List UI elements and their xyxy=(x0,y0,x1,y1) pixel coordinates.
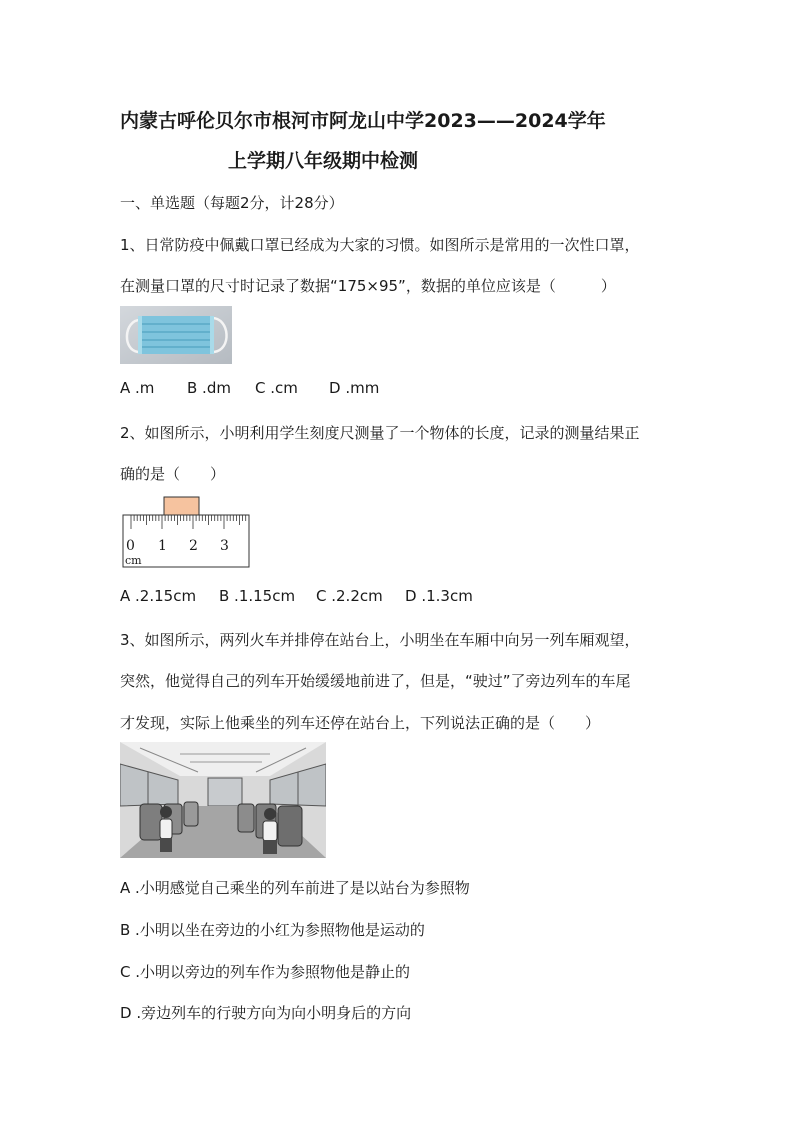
question-1-option-c[interactable]: C .cm xyxy=(255,379,298,397)
question-1-option-b[interactable]: B .dm xyxy=(187,379,231,397)
question-1-line-2: 在测量口罩的尺寸时记录了数据“175×95”，数据的单位应该是（ ） xyxy=(120,277,616,295)
mask-photo xyxy=(120,306,232,364)
question-3-line-3: 才发现，实际上他乘坐的列车还停在站台上，下列说法正确的是（ ） xyxy=(120,714,601,732)
question-3-option-c[interactable]: C .小明以旁边的列车作为参照物他是静止的 xyxy=(120,963,411,981)
question-2-option-d[interactable]: D .1.3cm xyxy=(405,587,473,605)
question-3-option-d[interactable]: D .旁边列车的行驶方向为向小明身后的方向 xyxy=(120,1004,412,1022)
exam-title-line2: 上学期八年级期中检测 xyxy=(228,150,419,172)
question-2-option-c[interactable]: C .2.2cm xyxy=(316,587,383,605)
ruler-tick-label-2: 2 xyxy=(189,538,198,554)
exam-title-line1: 内蒙古呼伦贝尔市根河市阿龙山中学2023——2024学年 xyxy=(120,110,606,132)
ruler-tick-label-1: 1 xyxy=(158,538,167,554)
question-2-option-b[interactable]: B .1.15cm xyxy=(219,587,296,605)
question-1-option-d[interactable]: D .mm xyxy=(329,379,380,397)
question-3-option-b[interactable]: B .小明以坐在旁边的小红为参照物他是运动的 xyxy=(120,921,425,939)
question-2-options xyxy=(120,587,473,605)
question-1-line-1: 1、日常防疫中佩戴口罩已经成为大家的习惯。如图所示是常用的一次性口罩， xyxy=(120,236,640,254)
ruler-unit-label: cm xyxy=(125,554,142,567)
question-2-line-1: 2、如图所示，小明利用学生刻度尺测量了一个物体的长度，记录的测量结果正 xyxy=(120,424,640,442)
question-3-line-1: 3、如图所示，两列火车并排停在站台上，小明坐在车厢中向另一列车厢观望， xyxy=(120,631,640,649)
section-heading: 一、单选题（每题2分，计28分） xyxy=(120,194,344,212)
question-2-option-a[interactable]: A .2.15cm xyxy=(120,587,197,605)
question-3-option-a[interactable]: A .小明感觉自己乘坐的列车前进了是以站台为参照物 xyxy=(120,879,470,897)
ruler-diagram xyxy=(120,496,252,570)
question-1-options xyxy=(120,379,379,397)
ruler-tick-label-0: 0 xyxy=(126,538,135,554)
question-1-option-a[interactable]: A .m xyxy=(120,379,155,397)
question-2-line-2: 确的是（ ） xyxy=(120,465,226,483)
train-interior-illustration xyxy=(120,742,326,858)
question-3-line-2: 突然，他觉得自己的列车开始缓缓地前进了，但是，“驶过”了旁边列车的车尾 xyxy=(120,672,631,690)
ruler-tick-label-3: 3 xyxy=(220,538,229,554)
